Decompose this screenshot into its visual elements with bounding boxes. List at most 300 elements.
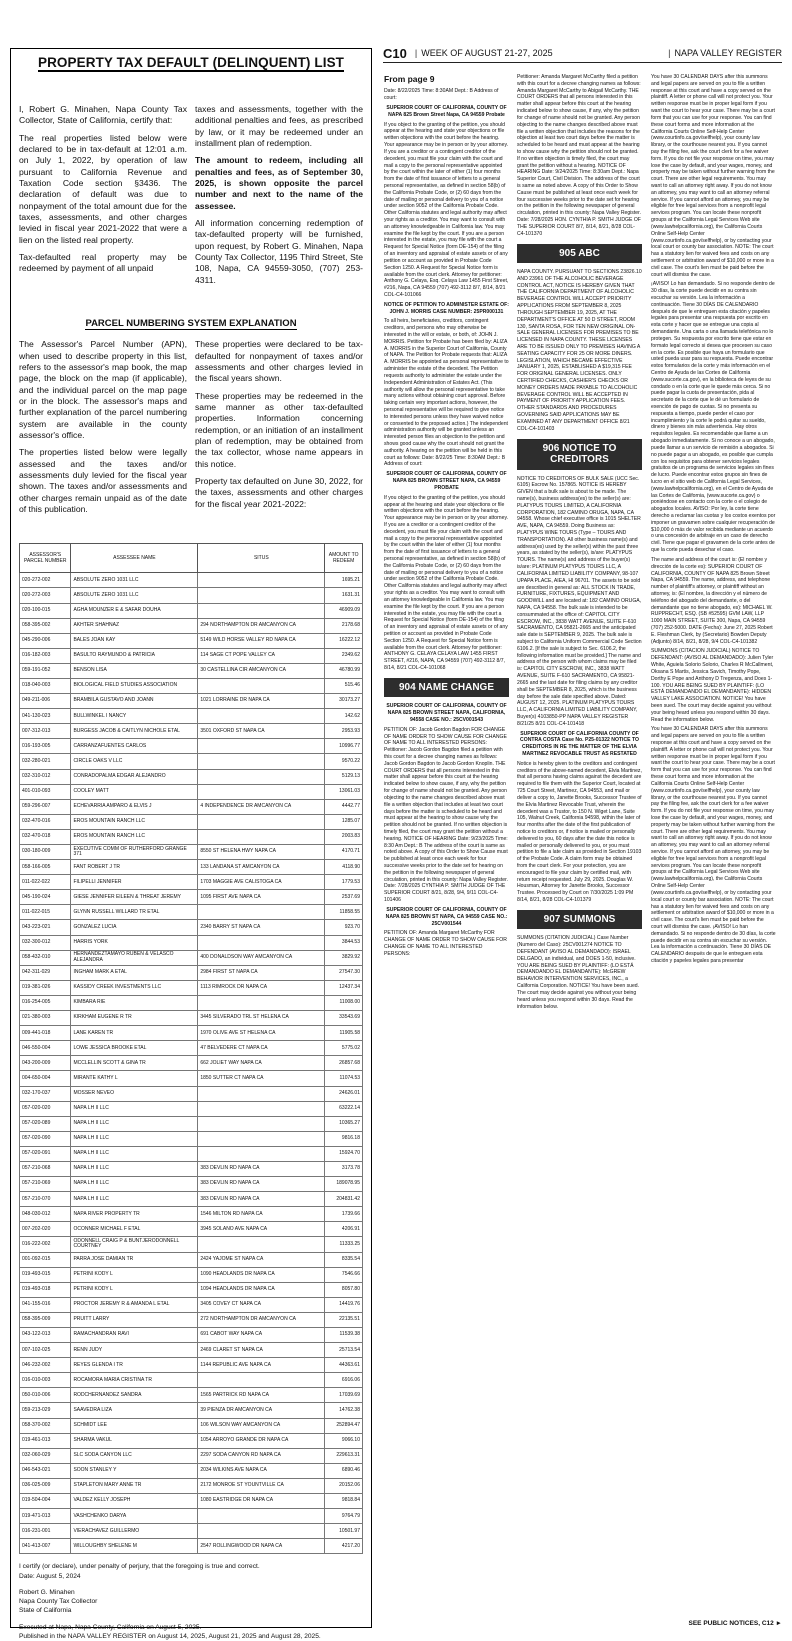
table-cell: LOWE JESSICA BROOKE ETAL (71, 1041, 198, 1056)
intro-p1: I, Robert G. Minahen, Napa County Tax Collector, State of California, certify that: (19, 104, 187, 126)
parcel-p2: The properties listed below were legally assessed and the taxes and/or assessments duly levied for the fiscal year shown. The taxes and/or assessments and other charges remain unpaid as of the date of this publication. (19, 447, 187, 514)
notice-title: PROPERTY TAX DEFAULT (DELINQUENT) LIST (37, 55, 345, 70)
table-cell: 1113 RIMROCK DR NAPA CA (198, 980, 325, 995)
table-cell: 11858.55 (325, 905, 363, 920)
parcel-columns (19, 339, 363, 521)
table-row (20, 980, 363, 995)
table-header: ASSESSEE NAME (71, 544, 198, 573)
table-row (20, 633, 363, 648)
table-cell: 44363.61 (325, 1358, 363, 1373)
table-cell: 020-272-002 (20, 573, 71, 588)
table-cell: BIOLOGICAL FIELD STUDIES ASSOCIATION (71, 678, 198, 693)
table-cell: 7546.66 (325, 1267, 363, 1282)
table-cell: 16222.12 (325, 633, 363, 648)
table-cell: GIESE JENNIFER EILEEN & THREAT JEREMY (71, 890, 198, 905)
table-cell: PARRA JOSE DAMIAN TR (71, 1252, 198, 1267)
table-cell: 032-470-018 (20, 829, 71, 844)
table-cell (198, 1373, 325, 1388)
table-row (20, 1041, 363, 1056)
table-cell: 10501.97 (325, 1524, 363, 1539)
table-cell: NAPA LH II LLC (71, 1192, 198, 1207)
table-cell: 1090 HEADLANDS DR NAPA CA (198, 1267, 325, 1282)
table-cell: 059-191-052 (20, 663, 71, 678)
trust-heading: SUPERIOR COURT OF CALIFORNIA COUNTY OF CONTRA COSTA Case No. P25-01322 NOTICE TO CREDITORS IN RE THE MATTER OF THE ELVIA MARTINEZ REVOCABLE TRUST AS RESTATED (520, 730, 639, 757)
table-cell: 9816.18 (325, 1131, 363, 1146)
table-cell: 019-381-026 (20, 980, 71, 995)
table-cell: 26857.68 (325, 1056, 363, 1071)
table-cell: 021-380-003 (20, 1011, 71, 1026)
table-cell (198, 573, 325, 588)
table-row (20, 1448, 363, 1463)
table-row (20, 754, 363, 769)
table-cell: 045-190-024 (20, 890, 71, 905)
table-cell: 019-461-013 (20, 1433, 71, 1448)
table-row (20, 875, 363, 890)
table-cell: 229613.31 (325, 1448, 363, 1463)
paper-name: NAPA VALLEY REGISTER (674, 48, 782, 58)
table-cell: 5149 WILD HORSE VALLEY RD NAPA CA (198, 633, 325, 648)
hearing-info: Date: 8/22/2025 Time: 8:30AM Dept.: B Address of court: (384, 88, 499, 102)
table-cell: 020-272-003 (20, 588, 71, 603)
table-cell: 272 NORTHAMPTON DR AMCANYON CA (198, 1312, 325, 1327)
cert-date: Date: August 5, 2024 (19, 1572, 81, 1580)
table-cell: KASSIDY CREEK INVESTMENTS LLC (71, 980, 198, 995)
table-cell: 046-550-004 (20, 1041, 71, 1056)
certification (19, 1562, 363, 1641)
table-cell: 032-170-037 (20, 1086, 71, 1101)
table-cell: OCONNER MICHAEL F ETAL (71, 1222, 198, 1237)
table-cell: 5775.02 (325, 1041, 363, 1056)
table-row (20, 573, 363, 588)
table-row (20, 1343, 363, 1358)
table-cell: 058-395-002 (20, 618, 71, 633)
table-cell: 007-102-025 (20, 1343, 71, 1358)
table-cell: VASHCHENKO DARYA (71, 1509, 198, 1524)
table-cell: 011-022-022 (20, 875, 71, 890)
table-cell (198, 829, 325, 844)
table-cell: 036-025-009 (20, 1478, 71, 1493)
table-cell: WILLOUGHBY SHELENE M (71, 1539, 198, 1554)
table-cell: 1739.66 (325, 1207, 363, 1222)
intro-p6: All information concerning redemption of tax-defaulted property will be furnished, upon request, by Robert G. Minahen, Napa County Tax Collector, 1195 Third Street, Ste 108, Napa, CA 94559-3050, (707) 253-4311. (195, 218, 363, 285)
table-cell: NAPA LH II LLC (71, 1177, 198, 1192)
name-change-text-2: PETITION OF: Amanda Margaret McCarthy FOR CHANGE OF NAME ORDER TO SHOW CAUSE FOR CHANGE OF NAME TO ALL INTERESTED PERSONS: (384, 930, 507, 957)
table-cell: 142.62 (325, 709, 363, 724)
table-cell: BALES JOAN KAY (71, 633, 198, 648)
table-header: SITUS (198, 544, 325, 573)
table-cell: 1094 HEADLANDS DR NAPA CA (198, 1282, 325, 1297)
continued-from: From page 9 (384, 74, 435, 84)
table-cell: 001-092-015 (20, 1252, 71, 1267)
table-cell: 9066.10 (325, 1433, 363, 1448)
table-cell: 058-370-002 (20, 1418, 71, 1433)
table-row (20, 1539, 363, 1554)
table-cell: 10365.27 (325, 1116, 363, 1131)
table-cell: 15924.70 (325, 1146, 363, 1161)
table-cell (198, 754, 325, 769)
intro-columns (19, 104, 363, 292)
table-cell (198, 814, 325, 829)
table-row (20, 1011, 363, 1026)
table-cell: EROS MOUNTAIN RANCH LLC (71, 829, 198, 844)
court-address: SUPERIOR COURT OF CALIFORNIA, COUNTY OF NAPA 825 Brown Street Napa, CA 94559 Probate (386, 105, 507, 118)
table-cell: 041-130-023 (20, 709, 71, 724)
table-cell: 4442.77 (325, 799, 363, 814)
table-cell: BURGESS JACOB & CAITLYN NICHOLE ETAL (71, 724, 198, 739)
table-cell: 057-020-090 (20, 1131, 71, 1146)
table-row (20, 1056, 363, 1071)
table-cell: 018-040-003 (20, 678, 71, 693)
table-row (20, 965, 363, 980)
table-cell (198, 588, 325, 603)
table-row (20, 1116, 363, 1131)
table-cell: 2034 WILKINS AVE NAPA CA (198, 1463, 325, 1478)
table-cell: 058-432-010 (20, 950, 71, 965)
table-cell: CIRCLE OAKS V LLC (71, 754, 198, 769)
table-row (20, 890, 363, 905)
table-cell: INGHAM MARK A ETAL (71, 965, 198, 980)
table-cell: 24626.01 (325, 1086, 363, 1101)
table-row (20, 995, 363, 1010)
table-cell (198, 1146, 325, 1161)
notices-column-3 (651, 74, 776, 968)
table-row (20, 1373, 363, 1388)
table-cell: HARRIS YORK (71, 935, 198, 950)
table-cell: SCHMIDT LEE (71, 1418, 198, 1433)
table-cell: KIMBARA RIE (71, 995, 198, 1010)
table-cell: LANE KAREN TR (71, 1026, 198, 1041)
intro-p3: Tax-defaulted real property may be redeemed by payment of all unpaid (19, 252, 187, 274)
table-cell: FILIPELLI JENNIFER (71, 875, 198, 890)
table-cell: 016-222-002 (20, 1237, 71, 1252)
table-row (20, 1026, 363, 1041)
table-cell: 2953.93 (325, 724, 363, 739)
table-cell: 057-020-020 (20, 1101, 71, 1116)
table-cell: NAPA LH II LLC (71, 1131, 198, 1146)
table-cell: 8057.80 (325, 1282, 363, 1297)
table-row (20, 1086, 363, 1101)
executed-line: Executed at Napa, Napa County, California on August 5, 2025. (19, 1623, 202, 1631)
table-cell: 22135.51 (325, 1312, 363, 1327)
table-cell: MOSSER NEVEO (71, 1086, 198, 1101)
summons-2-text: You have 30 CALENDAR DAYS after this summons and legal papers are served on you to file a written response at this court and have a copy served on the plaintiff. A letter or phone call will not protect you. Your written response must be in proper legal form if you want the court to hear your case. There may be a court form that you can use for your response. You can find these court forms and more information at the California Courts Online Self-Help Center (www.courtinfo.ca.gov/selfhelp), your county law library, or the courthouse nearest you. If you cannot pay the filing fee, ask the court clerk for a fee waiver form. If you do not file your response on time, you may lose the case by default, and your wages, money, and property may be taken without further warning from the court. There are other legal requirements. You may want to call an attorney right away. If you do not know an attorney, you may want to call an attorney referral service. If you cannot afford an attorney, you may be eligible for free legal services from a nonprofit legal services program. You can locate these nonprofit groups at the California Legal Services Web site (www.lawhelpcalifornia.org), the California Courts Online Self-Help Center (www.courtinfo.ca.gov/selfhelp), or by contacting your local court or county bar association. NOTE: The court has a statutory lien for waived fees and costs on any settlement or arbitration award of $10,000 or more in a civil case. The court's lien must be paid before the court will dismiss the case. ¡AVISO! Lo han demandado. Si no responde dentro de 30 días, la corte puede decidir en su contra sin escuchar su versión. Lea la información a continuación. Tiene 30 DÍAS DE CALENDARIO después de que le entreguen esta citación y papeles legales para presentar (651, 726, 776, 964)
table-cell: 4170.71 (325, 845, 363, 860)
table-row (20, 1297, 363, 1312)
table-cell: 032-300-012 (20, 935, 71, 950)
table-cell: 019-504-004 (20, 1494, 71, 1509)
table-cell: 007-202-020 (20, 1222, 71, 1237)
table-cell: 016-193-005 (20, 739, 71, 754)
table-cell: NAPA RIVER PROPERTY TR (71, 1207, 198, 1222)
parcel-p3: These properties were declared to be tax-defaulted for nonpayment of taxes and/or assessments and other charges levied in the fiscal years shown. (195, 339, 363, 384)
table-cell: 515.46 (325, 678, 363, 693)
table-cell: 1080 EASTRIDGE DR NAPA CA (198, 1494, 325, 1509)
table-row (20, 1478, 363, 1493)
table-cell: 39 PIENZA DR AMCANYON CA (198, 1403, 325, 1418)
table-cell: 2178.68 (325, 618, 363, 633)
table-cell: 11008.00 (325, 995, 363, 1010)
intro-p4: taxes and assessments, together with the additional penalties and fees, as prescribed by law, or it may be redeemed under an installment plan of redemption. (195, 104, 363, 149)
table-row (20, 1282, 363, 1297)
table-cell: 13061.03 (325, 784, 363, 799)
table-cell: 3844.53 (325, 935, 363, 950)
table-row (20, 1463, 363, 1478)
table-row (20, 1509, 363, 1524)
parcel-p5: Property tax defaulted on June 30, 2022, for the taxes, assessments and other charges for the fiscal year 2021-2022: (195, 475, 363, 509)
table-cell: 030-180-009 (20, 845, 71, 860)
table-cell: 1850 SUTTER CT NAPA CA (198, 1071, 325, 1086)
table-cell: 1054 ARROYO GRANDE DR NAPA CA (198, 1433, 325, 1448)
table-cell (198, 769, 325, 784)
table-cell: 049-211-006 (20, 694, 71, 709)
table-cell: 011-022-015 (20, 905, 71, 920)
name-change-continued: Petitioner: Amanda Margaret McCarthy filed a petition with this court for a decree changing names as follows: Amanda Margaret McCarthy to Abigail McCarthy. THE COURT ORDERS that all persons interested in this matter shall appear before this court at the hearing indicated below to show cause, if any, why the petition for change of name should not be granted. Any person objecting to the name changes described above must file a written objection that includes the reasons for the objection at least two court days before the matter is scheduled to be heard and must appear at the hearing to show cause why the petition should not be granted. If no written objection is timely filed, the court may grant the petition without a hearing. NOTICE OF HEARING Date: 9/24/2025 Time: 8:30am Dept.: Napa Superior Court, Civil Division. The address of the court is same as noted above. A copy of this Order to Show Cause must be published at least once each week for four successive weeks prior to the date set for hearing on the petition in the following newspaper of general circulation, printed in this county: Napa Valley Register. Date: 7/28/2025 HON. CYNTHIA P. SMITH JUDGE OF THE SUPERIOR COURT 8/7, 8/14, 8/21, 8/28 COL-C4-101370 (517, 74, 641, 237)
table-row (20, 1252, 363, 1267)
see-public-notices-link[interactable]: SEE PUBLIC NOTICES, C12 ► (688, 1620, 782, 1627)
table-cell: 63222.14 (325, 1101, 363, 1116)
table-cell: 058-395-009 (20, 1312, 71, 1327)
signer-state: State of California (19, 1607, 72, 1615)
table-cell: 9818.84 (325, 1494, 363, 1509)
table-row (20, 1146, 363, 1161)
table-cell: 019-493-018 (20, 1282, 71, 1297)
table-cell: 383 DEVLIN RD NAPA CA (198, 1192, 325, 1207)
table-row (20, 1328, 363, 1343)
table-cell: 032-280-021 (20, 754, 71, 769)
table-cell: 046-232-002 (20, 1358, 71, 1373)
published-line: Published in the NAPA VALLEY REGISTER on August 14, 2025, August 21, 2025 and August 28, 2025. (19, 1632, 321, 1640)
table-cell: 050-010-006 (20, 1388, 71, 1403)
table-row (20, 784, 363, 799)
table-cell: SHARMA VAKUL (71, 1433, 198, 1448)
table-cell: EROS MOUNTAIN RANCH LLC (71, 814, 198, 829)
table-cell: 25713.54 (325, 1343, 363, 1358)
table-cell: 057-210-070 (20, 1192, 71, 1207)
table-cell: 009-441-018 (20, 1026, 71, 1041)
table-row (20, 905, 363, 920)
table-cell: 2547 ROLLINGWOOD DR NAPA CA (198, 1539, 325, 1554)
table-row (20, 920, 363, 935)
table-cell: PRUITT LARRY (71, 1312, 198, 1327)
table-cell: 007-312-013 (20, 724, 71, 739)
table-cell: HERNANDEZTAMAYO RUBEN & VELASCO ALEJANDRA (71, 950, 198, 965)
table-cell: 9570.22 (325, 754, 363, 769)
table-cell: 3501 OXFORD ST NAPA CA (198, 724, 325, 739)
table-row (20, 769, 363, 784)
table-cell: 11333.25 (325, 1237, 363, 1252)
table-cell: NAPA LH II LLC (71, 1161, 198, 1176)
table-cell: VALDEZ KELLY JOSEPH (71, 1494, 198, 1509)
table-cell: 042-311-029 (20, 965, 71, 980)
intro-p2: The real properties listed below were declared to be in tax-default at 12:01 a.m. on July 1, 2022, by operation of law pursuant to California Revenue and Taxation Code section §3436. The declaration of default was due to nonpayment of the total amount due for the taxes, assessments, and other charges levied in fiscal year 2021-2022 that were a lien on the listed real property. (19, 132, 187, 245)
table-row (20, 829, 363, 844)
section-banner-abc: 905 ABC (517, 244, 642, 264)
table-cell: 14762.38 (325, 1403, 363, 1418)
table-cell: 2349.62 (325, 648, 363, 663)
intro-p5: The amount to redeem, including all penalties and fees, as of September 30, 2025, is shown opposite the parcel number and next to the name of the assessee. (195, 155, 363, 211)
table-cell: PROCTOR JEREMY R & AMANDA L ETAL (71, 1297, 198, 1312)
signer-title: Napa County Tax Collector (19, 1598, 98, 1606)
table-cell: 8550 ST HELENA HWY NAPA CA (198, 845, 325, 860)
table-cell: NAPA LH II LLC (71, 1116, 198, 1131)
table-cell: EXECUTIVE COMM OF RUTHERFORD GRANGE 371 (71, 845, 198, 860)
table-cell: 016-254-005 (20, 995, 71, 1010)
table-row (20, 663, 363, 678)
table-row (20, 814, 363, 829)
parcel-p4: These properties may be redeemed in the same manner as other tax-defaulted properties. Information concerning redemption, or an initiation of an installment plan of redemption, may be obtained from the tax collector, whose name appears in this notice. (195, 390, 363, 469)
table-cell: BRAMBILA GUSTAVO AND JOANN (71, 694, 198, 709)
table-cell (198, 709, 325, 724)
summons-2-heading: SUMMONS (CITACION JUDICIAL) NOTICE TO DEFENDANT: (AVISO AL DEMANDADO): Julien Tyler White, Aguiela Solorio Solorio, Charles R McCallment, Oksana S Martis, Jessica Savich, Timothy Pope, Dorthy E Pope and Anthony D Tregenza, and Does 1-100. YOU ARE BEING SUED BY PLAINTIFF: (LO ESTÁ DEMANDANDO EL DEMANDANTE): HIDDEN VALLEY LAKE ASSOCIATION. NOTICE! You have been sued. The court may decide against you without your being heard unless you respond within 30 days. Read the information below. (651, 648, 774, 723)
table-cell: 1095 FIRST AVE NAPA CA (198, 890, 325, 905)
table-cell: 3829.92 (325, 950, 363, 965)
table-cell: 016-010-003 (20, 1373, 71, 1388)
table-row (20, 694, 363, 709)
table-cell: 4 INDEPENDENCE DR AMCANYON CA (198, 799, 325, 814)
table-cell: 004-650-004 (20, 1071, 71, 1086)
table-cell: 1285.07 (325, 814, 363, 829)
table-cell: AKHTER SHAHNAZ (71, 618, 198, 633)
summons-english: You have 30 CALENDAR DAYS after this summons and legal papers are served on you to file a written response at this court and have a copy served on the plaintiff. A letter or phone call will not protect you. Your written response must be in proper legal form if you want the court to hear your case. There may be a court form that you can use for your response. You can find these court forms and more information at the California Courts Online Self-Help Center (www.courtinfo.ca.gov/selfhelp), your county law library, or the courthouse nearest you. If you cannot pay the filing fee, ask the court clerk for a fee waiver form. If you do not file your response on time, you may lose the case by default, and your wages, money, and property may be taken without further warning from the court. There are other legal requirements. You may want to call an attorney right away. If you do not know an attorney, you may want to call an attorney referral service. If you cannot afford an attorney, you may be eligible for free legal services from a nonprofit legal services program. You can locate these nonprofit groups at the California Legal Services Web site (www.lawhelpcalifornia.org), the California Courts Online Self-Help Center (www.courtinfo.ca.gov/selfhelp), or by contacting your local court or county bar association. NOTE: The court has a statutory lien for waived fees and costs on any settlement or arbitration award of $10,000 or more in a civil case. The court's lien must be paid before the court will dismiss the case. (651, 74, 775, 278)
table-header: ASSESSOR'S PARCEL NUMBER (20, 544, 71, 573)
petition-heading: NOTICE OF PETITION TO ADMINISTER ESTATE OF: JOHN J. MORRIS CASE NUMBER: 25PR000131 (384, 301, 509, 315)
table-cell: GONZALEZ LUCIA (71, 920, 198, 935)
table-row (20, 1524, 363, 1539)
table-cell: ABSOLUTE ZERO 1031 LLC (71, 573, 198, 588)
table-cell: 30 CASTELLINA CIR AMCANYON CA (198, 663, 325, 678)
table-cell: 133 LANDANA ST AMCANYON CA (198, 860, 325, 875)
table-cell (198, 995, 325, 1010)
table-cell: SLC SODA CANYON LLC (71, 1448, 198, 1463)
table-row (20, 935, 363, 950)
table-cell: 048-030-012 (20, 1207, 71, 1222)
table-cell (198, 739, 325, 754)
court-address-2: SUPERIOR COURT OF CALIFORNIA, COUNTY OF NAPA 825 BROWN STREET NAPA, CA 94559 PROBATE (386, 471, 507, 491)
table-cell: 12437.34 (325, 980, 363, 995)
table-cell: 057-210-068 (20, 1161, 71, 1176)
table-cell: 045-290-006 (20, 633, 71, 648)
table-cell: 401-010-093 (20, 784, 71, 799)
table-cell: 3945 SOLANO AVE NAPA CA (198, 1222, 325, 1237)
table-cell: 11539.38 (325, 1328, 363, 1343)
table-row (20, 603, 363, 618)
table-cell: RODCHERNANDEZ SANDRA (71, 1388, 198, 1403)
table-row (20, 1192, 363, 1207)
signer-name: Robert G. Minahen (19, 1588, 75, 1596)
cert-line: I certify (or declare), under penalty of perjury, that the foregoing is true and correct. (19, 1563, 260, 1571)
table-row (20, 1494, 363, 1509)
table-row (20, 1222, 363, 1237)
table-cell: 30173.27 (325, 694, 363, 709)
table-cell: 33543.69 (325, 1011, 363, 1026)
table-cell: 2537.69 (325, 890, 363, 905)
table-cell: 383 DEVLIN RD NAPA CA (198, 1161, 325, 1176)
table-cell: 17039.69 (325, 1388, 363, 1403)
table-cell: 691 CABOT WAY NAPA CA (198, 1328, 325, 1343)
table-cell: 106 WILSON WAY AMCANYON CA (198, 1418, 325, 1433)
table-cell: 20152.06 (325, 1478, 363, 1493)
summons-spanish: ¡AVISO! Lo han demandado. Si no responde dentro de 30 días, la corte puede decidir en su contra sin escuchar su versión. Lea la información a continuación. Tiene 30 DÍAS DE CALENDARIO después de que le entreguen esta citación y papeles legales para presentar una respuesta por escrito en esta corte y hacer que se entregue una copia al demandante. Una carta o una llamada telefónica no lo protegen. Su respuesta por escrito tiene que estar en formato legal correcto si desea que procesen su caso en la corte. Es posible que haya un formulario que usted pueda usar para su respuesta. Puede encontrar estos formularios de la corte y más información en el Centro de Ayuda de las Cortes de California (www.sucorte.ca.gov), en la biblioteca de leyes de su condado o en la corte que le quede más cerca. Si no puede pagar la cuota de presentación, pida al secretario de la corte que le dé un formulario de exención de pago de cuotas. Si no presenta su respuesta a tiempo, puede perder el caso por incumplimiento y la corte le podrá quitar su sueldo, dinero y bienes sin más advertencia. Hay otros requisitos legales. Es recomendable que llame a un abogado inmediatamente. Si no conoce a un abogado, puede llamar a un servicio de remisión a abogados. Si no puede pagar a un abogado, es posible que cumpla con los requisitos para obtener servicios legales gratuitos de un programa de servicios legales sin fines de lucro. Puede encontrar estos grupos sin fines de lucro en el sitio web de California Legal Services, (www.lawhelpcalifornia.org), en el Centro de Ayuda de las Cortes de California, (www.sucorte.ca.gov) o poniéndose en contacto con la corte o el colegio de abogados locales. AVISO: Por ley, la corte tiene derecho a reclamar las cuotas y los costos exentos por imponer un gravamen sobre cualquier recuperación de $10,000 ó más de valor recibida mediante un acuerdo o una concesión de arbitraje en un caso de derecho civil. Tiene que pagar el gravamen de la corte antes de que la corte pueda desechar el caso. (651, 281, 776, 554)
table-cell: KIRKHAM EUGENE R TR (71, 1011, 198, 1026)
table-header: AMOUNT TO REDEEM (325, 544, 363, 573)
table-cell: 041-155-016 (20, 1297, 71, 1312)
table-cell: 3405 COVEY CT NAPA CA (198, 1297, 325, 1312)
table-cell (198, 1131, 325, 1146)
table-cell: STAPLETON MARY ANNE TR (71, 1478, 198, 1493)
table-cell: COOLEY MATT (71, 784, 198, 799)
table-row (20, 648, 363, 663)
table-cell: 27547.30 (325, 965, 363, 980)
table-cell: 1703 MAGGIE AVE CALISTOGA CA (198, 875, 325, 890)
probate-text-2: If you object to the granting of the petition, you should appear at the hearing and state your objections or file written objections with the court before the hearing. Your appearance may be in person or by your attorney. If you are a creditor or a contingent creditor of the decedent, you must file your claim with the court and mail a copy to the personal representative appointed by the court within the later of either (1) four months from the date of first issuance of letters to a general personal representative, as defined in section 58(b) of the California Probate Code, or (2) 60 days from the date of mailing or personal delivery to you of a notice under section 9052 of the California Probate Code. Other California statutes and legal authority may affect your rights as a creditor. You may want to consult with an attorney knowledgeable in California law. You may examine the file kept by the court. If you are a person interested in the estate, you may file with the court a Request for Special Notice (form DE-154) of the filing of an inventory and appraisal of estate assets or of any petition or account as provided in Probate Code Section 1250. A Request for Special Notice form is available from the court clerk. Attorney for petitioner: ANTHONY G. CELAYA CELAYA LAW 1455 FIRST STREET, #216, NAPA, CA 94559 (707) 492-3112 8/7, 8/14, 8/21 COL-C4-101068 (384, 494, 509, 671)
table-cell: BULLWINKEL I NANCY (71, 709, 198, 724)
table-cell: 032-470-016 (20, 814, 71, 829)
table-cell (198, 1101, 325, 1116)
table-cell: NAPA LH II LLC (71, 1146, 198, 1161)
parcel-heading: PARCEL NUMBERING SYSTEM EXPLANATION (85, 318, 297, 330)
table-row (20, 1418, 363, 1433)
table-cell: 47 BELVEDERE CT NAPA CA (198, 1041, 325, 1056)
section-banner-creditors: 906 NOTICE TO CREDITORS (517, 439, 642, 470)
table-cell: 1631.31 (325, 588, 363, 603)
table-cell: 1695.21 (325, 573, 363, 588)
court-info: The name and address of the court is: (El nombre y dirección de la corte es): SUPERIOR COURT OF CALIFORNIA, COUNTY OF NAPA 825 Brown Street Napa, CA 94559. The name, address, and telephone number of plaintiff's attorney, or plaintiff without an attorney, is: (El nombre, la dirección y el número de teléfono del abogado del demandante, o del demandante que no tiene abogado, es): MICHAEL W. RUPPRECHT, ESQ. (SB #52595) GVM LAW, LLP 1000 MAIN STREET, SUITE 300, Napa, CA 94559 (707) 252-5000. DATE (Fecha): June 27, 2025 Robert E. Fleshman Clerk, by (Secretario) Bowden Deputy (Adjunto) 8/14, 8/21, 8/28, 9/4 COL-C4-101382 (651, 556, 773, 645)
table-row (20, 709, 363, 724)
trust-text: Notice is hereby given to the creditors and contingent creditors of the above-named decedent, Elvia Martinez, that all persons having claims against the decedent are required to file them with the Superior Court, located at 725 Court Street, Martinez, CA 94553, and mail or deliver a copy to, Janette Brooks, Successor Trustee of the Elvia Martinez Revocable Trust, wherein the decedent was a Trustor, to 150 N. Wiget Lane, Suite 105, Walnut Creek, California 94598, within the later of four months after the date of the first publication of notice to creditors or, if notice is mailed or personally delivered to you, 60 days after the date this notice is mailed or personally delivered to you, or you must petition to file a late claim as provided in Section 19103 of the Probate Code. A claim form may be obtained from the court clerk. For your protection, you are encouraged to file your claim by certified mail, with return receipt requested. July 29, 2025. Douglas W. Housman, Attorney for Janette Brooks, Successor Trustee. Processed by Court on 7/30/2025 1:09 PM 8/14, 8/21, 8/28 COL-C4-101379 (517, 760, 642, 904)
table-row (20, 1161, 363, 1176)
table-cell: ECHEVARRIA AMPARO & ELVIS J (71, 799, 198, 814)
table-row (20, 1358, 363, 1373)
table-cell (198, 1524, 325, 1539)
table-cell: 046-543-021 (20, 1463, 71, 1478)
notices-column-2 (517, 74, 642, 1013)
table-cell: 46780.99 (325, 663, 363, 678)
table-cell (198, 1086, 325, 1101)
table-cell (198, 678, 325, 693)
name-change-text: PETITION OF: Jacob Gordon Bagdon FOR CHANGE OF NAME ORDER TO SHOW CAUSE FOR CHANGE OF NAME TO ALL INTERESTED PERSONS: Petitioner: Jacob Gordon Bagdon filed a petition with this court for a decree changing names as follows: Jacob Gordon Bagdon to Jacob Gordon Knoplin. THE COURT ORDERS that all persons interested in this matter shall appear before this court at the hearing indicated below to show cause, if any, why the petition for change of name should not be granted. Any person objecting to the name changes described above must file a written objection that includes at least two court days before the matter is scheduled to be heard and must appear at the hearing to show cause why the petition should not be granted. If no written objection is timely filed, the court may grant the petition without a hearing. NOTICE OF HEARING Date: 9/23/2025 Time: 8:30 Am Dept.: B The address of the court is same as noted above. A copy of this Order to Show Cause must be published at least once each week for four successive weeks prior to the date set for hearing on the petition in the following newspaper of general circulation, printed in this county: Napa Valley Register. Date: 7/28/2025 CYNTHIA P. SMITH JUDGE OF THE SUPERIOR COURT 8/21, 8/28, 9/4, 9/11 COL-C4-101406 (384, 726, 508, 904)
table-cell: 057-020-091 (20, 1146, 71, 1161)
table-cell: ODONNELL CRAIG P & BUNTJERODONNELL COURTNEY (71, 1237, 198, 1252)
table-cell: 043-200-009 (20, 1056, 71, 1071)
table-cell: 4217.20 (325, 1539, 363, 1554)
table-row (20, 1177, 363, 1192)
table-cell: 016-182-003 (20, 648, 71, 663)
table-cell (198, 1116, 325, 1131)
notices-column-1 (384, 74, 509, 961)
table-cell: 019-493-015 (20, 1267, 71, 1282)
table-cell: BENSON LISA (71, 663, 198, 678)
table-cell: 059-213-029 (20, 1403, 71, 1418)
table-row (20, 739, 363, 754)
parcel-table (19, 543, 363, 1554)
table-cell: 8335.54 (325, 1252, 363, 1267)
table-cell: 6890.46 (325, 1463, 363, 1478)
table-cell: SOON STANLEY Y (71, 1463, 198, 1478)
table-cell: 1021 LORRAINE DR NAPA CA (198, 694, 325, 709)
table-cell: 2172 MONROE ST YOUNTVILLE CA (198, 1478, 325, 1493)
table-cell: GLYNN RUSSELL WILLARD TR ETAL (71, 905, 198, 920)
table-cell: 923.70 (325, 920, 363, 935)
table-cell: 2297 SODA CANYON RD NAPA CA (198, 1448, 325, 1463)
table-cell: 400 DONALDSON WAY AMCANYON CA (198, 950, 325, 965)
table-cell: 1546 MILTON RD NAPA CA (198, 1207, 325, 1222)
table-cell: 383 DEVLIN RD NAPA CA (198, 1177, 325, 1192)
table-cell: 3445 SILVERADO TRL ST HELENA CA (198, 1011, 325, 1026)
table-cell: 3173.78 (325, 1161, 363, 1176)
table-cell: 2424 YAJOME ST NAPA CA (198, 1252, 325, 1267)
table-cell: 46909.09 (325, 603, 363, 618)
table-cell: CONRADOPALMA EDGAR ALEJANDRO (71, 769, 198, 784)
